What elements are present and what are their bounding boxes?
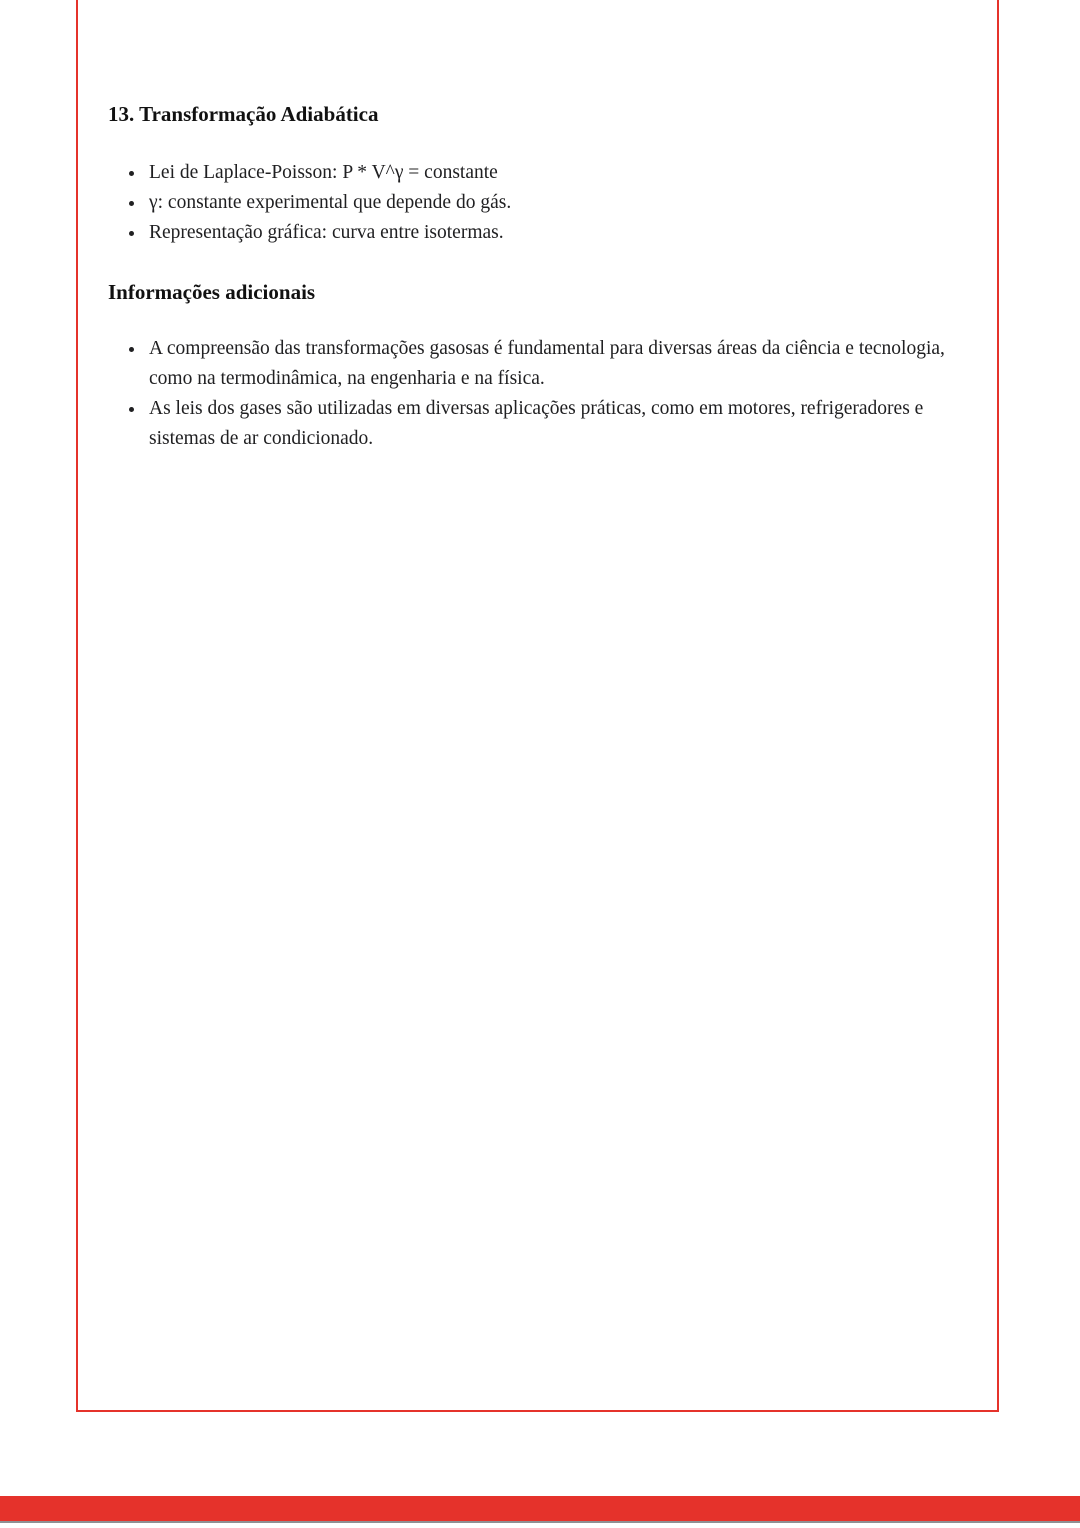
list-item: • A compreensão das transformações gasosas é fundamental para diversas áreas da ciência e tecnologia, como na termodinâmica, na engenharia e na física. [146, 334, 966, 394]
subsection-heading: Informações adicionais [108, 280, 316, 304]
list-item: • As leis dos gases são utilizadas em diversas aplicações práticas, como em motores, refrigeradores e sistemas de ar condicionado. [146, 394, 966, 454]
list-item: • γ: constante experimental que depende do gás. [146, 188, 966, 218]
section-bullet-list [108, 158, 966, 248]
additional-bullet-list [108, 334, 966, 454]
document-content [108, 100, 966, 454]
list-item: • Representação gráfica: curva entre isotermas. [146, 218, 966, 248]
footer-red-bar [0, 1496, 1080, 1523]
section-heading: 13. Transformação Adiabática [108, 102, 379, 126]
list-item: • Lei de Laplace-Poisson: P * V^γ = constante [146, 158, 966, 188]
